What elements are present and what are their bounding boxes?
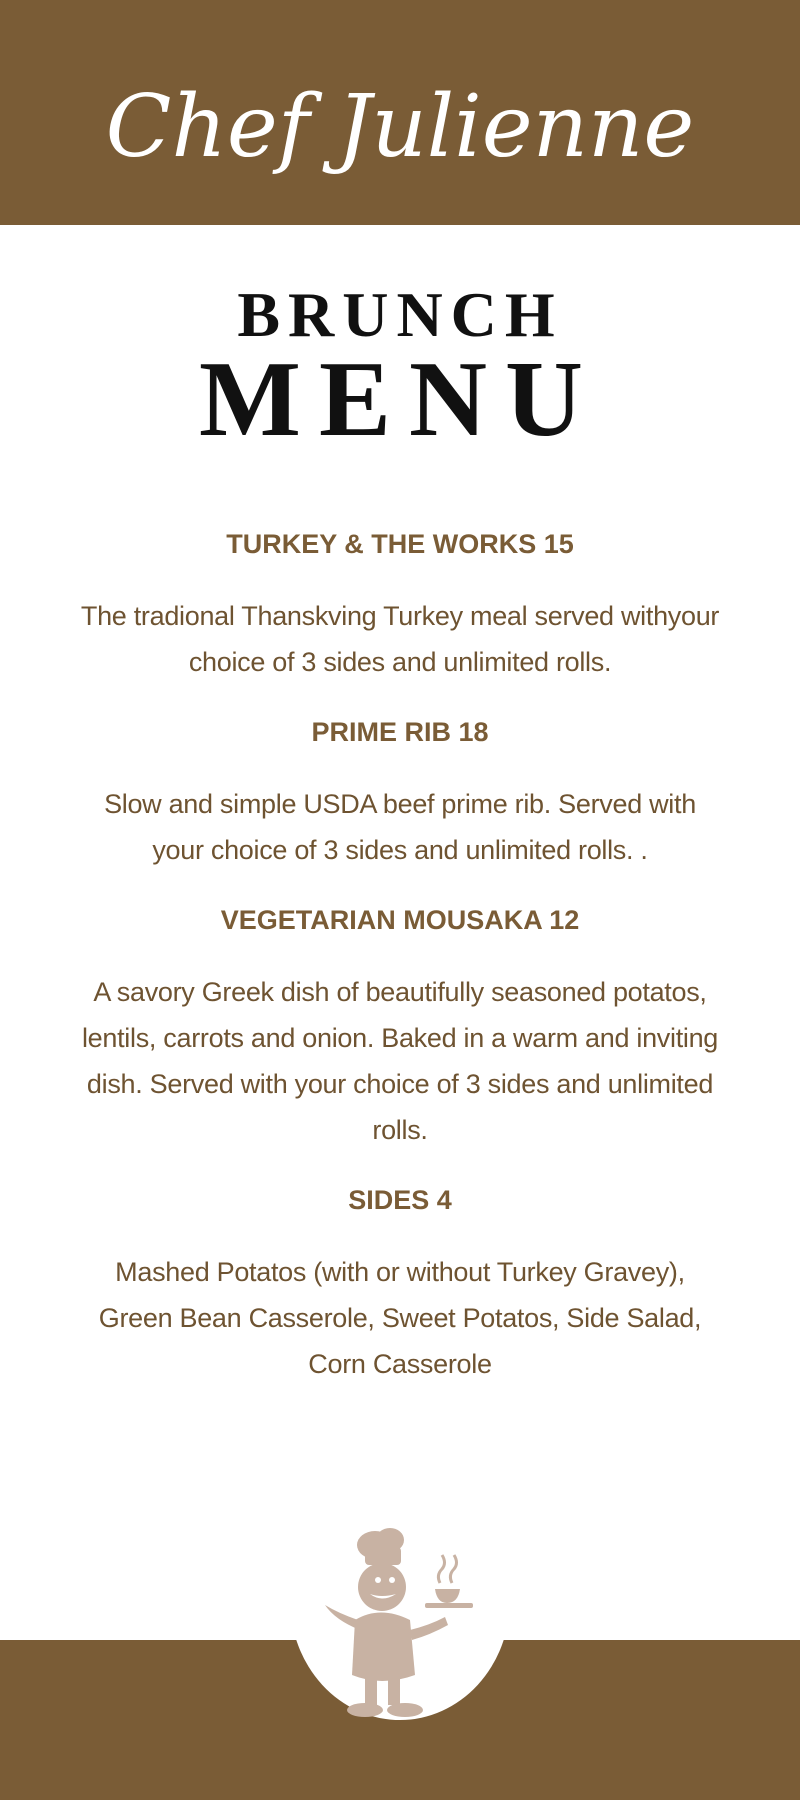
chef-icon — [320, 1525, 485, 1725]
menu-item-title: SIDES 4 — [348, 1185, 452, 1215]
menu-item-title: PRIME RIB 18 — [311, 717, 489, 747]
menu-title-line2: MENU — [199, 340, 601, 459]
menu-item — [80, 715, 720, 873]
menu-item — [80, 1183, 720, 1387]
menu-item — [80, 903, 720, 1153]
chef-julienne-logo — [0, 44, 800, 214]
menu-title-line1: BRUNCH — [237, 279, 563, 350]
menu-item-description: Slow and simple USDA beef prime rib. Served with your choice of 3 sides and unlimited rolls. . — [104, 789, 696, 865]
menu-item-title: VEGETARIAN MOUSAKA 12 — [220, 905, 580, 935]
menu-item-description: Mashed Potatos (with or without Turkey Gravey), Green Bean Casserole, Sweet Potatos, Side Salad, Corn Casserole — [98, 1257, 702, 1379]
menu-list — [80, 515, 720, 1417]
menu-item-title: TURKEY & THE WORKS 15 — [226, 529, 574, 559]
menu-item-description: A savory Greek dish of beautifully seasoned potatos, lentils, carrots and onion. Baked in a warm and inviting dish. Served with your choice of 3 sides and unlimited rolls. — [81, 977, 719, 1145]
menu-item — [80, 527, 720, 685]
logo-text: Chef Julienne — [105, 77, 695, 177]
menu-item-description: The tradional Thanskving Turkey meal served withyour choice of 3 sides and unlimited rolls. — [80, 601, 720, 677]
